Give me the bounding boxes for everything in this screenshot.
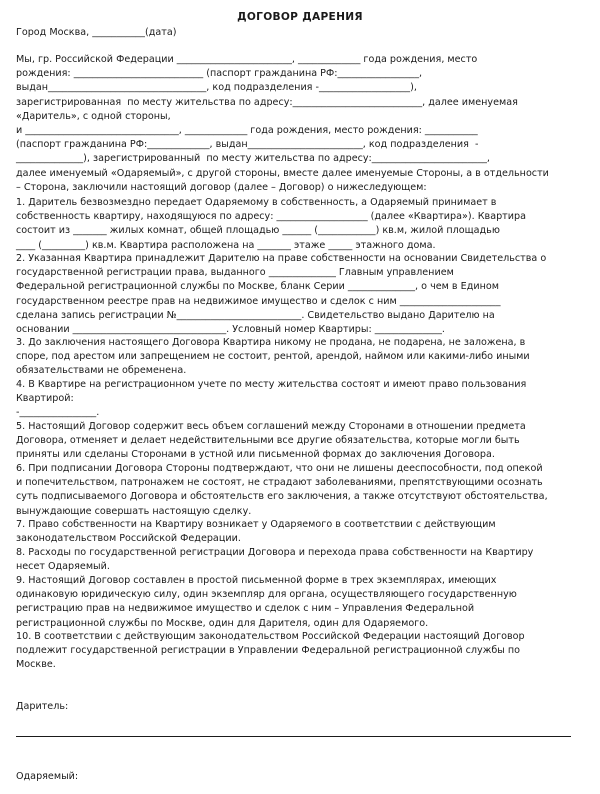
clause-line: законодательством Российской Федерации. — [16, 533, 241, 545]
clause-line: ____ (_________) кв.м. Квартира расположена на _______ этаже _____ этажного дома. — [16, 239, 436, 251]
clause-8 — [16, 546, 584, 574]
donor-signature-label: Даритель: — [16, 701, 69, 712]
clause-line: 3. До заключения настоящего Договора Квартира никому не продана, не подарена, не заложена, в — [16, 337, 526, 348]
clause-line: регистрацию прав на недвижимое имущество и сделок с ним – Управления Федеральной — [16, 603, 475, 615]
clause-line: Договора, отменяет и делает недействительными все другие обязательства, которые могли быть — [16, 435, 520, 447]
preamble-line: и ________________________________, _____________ года рождения, место рождения: ___________ — [16, 125, 478, 137]
clause-3 — [16, 336, 584, 379]
donee-signature-label: Одаряемый: — [16, 771, 79, 782]
preamble-line: (паспорт гражданина РФ:_____________, выдан________________________, код подразделения - — [16, 139, 479, 151]
clause-line: собственность квартиру, находящуюся по адресу: ___________________ (далее «Квартира»). Квартира — [16, 211, 526, 223]
clause-line: государственном реестре прав на недвижимое имущество и сделок с ним _____________________ — [16, 295, 501, 307]
preamble-line: «Даритель», с одной стороны, — [16, 110, 171, 122]
clause-10 — [16, 630, 584, 673]
preamble-line: выдан_________________________________, код подразделения -___________________), — [16, 82, 417, 94]
clause-9 — [16, 574, 584, 631]
preamble-line: зарегистрированная по месту жительства по адресу:___________________________, далее именуемая — [16, 96, 518, 108]
clause-line: и попечительством, патронажем не состоят, не страдают заболеваниями, препятствующими осознать — [16, 477, 543, 489]
clause-line: -________________. — [16, 407, 100, 419]
clause-line: несет Одаряемый. — [16, 561, 110, 573]
clause-line: Федеральной регистрационной службы по Москве, бланк Серии ______________, о чем в Едином — [16, 281, 499, 293]
clause-line: суть подписываемого Договора и обстоятельств его заключения, а также отсутствуют обстоятельства, — [16, 491, 548, 503]
preamble-line: ______________), зарегистрированный по месту жительства по адресу:________________________, — [16, 153, 490, 165]
place-date-text: Город Москва, ___________(дата) — [16, 27, 177, 38]
clause-2 — [16, 252, 584, 337]
preamble-line: Мы, гр. Российской Федерации ________________________, _____________ года рождения, место — [16, 54, 478, 65]
clause-6 — [16, 462, 584, 519]
preamble-line: рождения: ___________________________ (паспорт гражданина РФ:_________________, — [16, 68, 423, 80]
clause-line: Москве. — [16, 659, 56, 671]
clause-line: 4. В Квартире на регистрационном учете по месту жительства состоят и имеют право пользования — [16, 379, 527, 390]
clause-line: одинаковую юридическую силу, один экземпляр для органа, осуществляющего государственную — [16, 589, 517, 601]
clause-line: вынуждающие совершать настоящую сделку. — [16, 505, 252, 517]
clause-line: 7. Право собственности на Квартиру возникает у Одаряемого в соответствии с действующим — [16, 519, 496, 530]
clause-line: подлежит государственной регистрации в Управлении Федеральной регистрационной службы по — [16, 645, 521, 657]
clause-line: споре, под арестом или запрещением не состоит, рентой, арендой, наймом или какими-либо иными — [16, 351, 530, 363]
document-title: ДОГОВОР ДАРЕНИЯ — [237, 11, 363, 23]
clause-line: состоит из _______ жилых комнат, общей площадью ______ (____________) кв.м, жилой площадью — [16, 225, 500, 237]
clause-line: 10. В соответствии с действующим законодательством Российской Федерации настоящий Договор — [16, 631, 525, 642]
donor-signature-line — [16, 736, 571, 737]
clause-line: обязательствами не обременена. — [16, 365, 187, 377]
clause-line: регистрационной службы по Москве, один для Дарителя, один для Одаряемого. — [16, 617, 429, 629]
clause-line: 6. При подписании Договора Стороны подтверждают, что они не лишены дееспособности, под опекой — [16, 463, 543, 474]
clause-1 — [16, 196, 584, 253]
preamble-paragraph — [16, 53, 584, 195]
place-date-line — [16, 26, 584, 40]
preamble-line: – Сторона, заключили настоящий договор (далее – Договор) о нижеследующем: — [16, 181, 427, 193]
clause-7 — [16, 518, 584, 546]
clause-line: 9. Настоящий Договор составлен в простой письменной форме в трех экземплярах, имеющих — [16, 575, 497, 586]
clause-line: 1. Даритель безвозмездно передает Одаряемому в собственность, а Одаряемый принимает в — [16, 197, 497, 208]
clause-line: государственной регистрации права, выданного ______________ Главным управлением — [16, 267, 454, 279]
clause-line: 8. Расходы по государственной регистрации Договора и перехода права собственности на Квартиру — [16, 547, 534, 558]
clause-line: основании ________________________________. Условный номер Квартиры: ______________. — [16, 324, 445, 336]
clause-line: 2. Указанная Квартира принадлежит Дарителю на праве собственности на основании Свидетельства о — [16, 253, 547, 264]
clause-line: сделана запись регистрации №__________________________. Свидетельство выдано Дарителю на — [16, 309, 495, 321]
clause-line: Квартирой: — [16, 393, 74, 405]
clause-line: приняты или сделаны Сторонами в устной или письменной формах до заключения Договора. — [16, 449, 495, 461]
preamble-line: далее именуемый «Одаряемый», с другой стороны, вместе далее именуемые Стороны, а в отдельности — [16, 167, 549, 179]
clause-5 — [16, 420, 584, 463]
clause-line: 5. Настоящий Договор содержит весь объем соглашений между Сторонами в отношении предмета — [16, 421, 526, 432]
clause-4 — [16, 378, 584, 421]
